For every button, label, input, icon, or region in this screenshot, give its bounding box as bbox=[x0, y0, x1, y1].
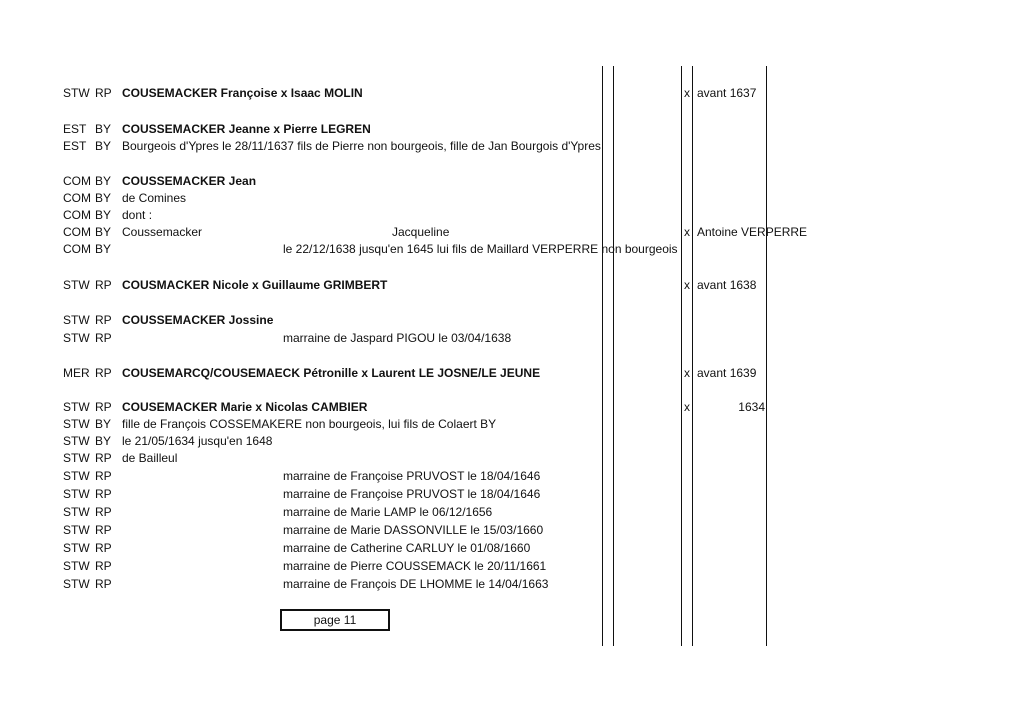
entry-mark: x bbox=[684, 366, 690, 380]
page-number: page 11 bbox=[280, 609, 390, 631]
entry-name: COUSEMACKER Marie x Nicolas CAMBIER bbox=[122, 400, 368, 414]
entry-info: le 21/05/1634 jusqu'en 1648 bbox=[122, 434, 273, 448]
entry-name: COUSSEMACKER Jeanne x Pierre LEGREN bbox=[122, 122, 371, 136]
entry-mark: x bbox=[684, 86, 690, 100]
entry-marriage: Antoine VERPERRE bbox=[697, 225, 808, 239]
entry-src: MER bbox=[63, 366, 90, 380]
entry-marriage: avant 1638 bbox=[697, 278, 757, 292]
entry-src: COM bbox=[63, 208, 91, 222]
entry-src: STW bbox=[63, 86, 90, 100]
entry-src: STW bbox=[63, 278, 90, 292]
entry-date: marraine de Marie DASSONVILLE le 15/03/1660 bbox=[283, 523, 544, 537]
entry-row bbox=[0, 576, 1024, 593]
entry-row bbox=[0, 468, 1024, 485]
entry-src: COM bbox=[63, 191, 91, 205]
entry-name: COUSSEMACKER Jean bbox=[122, 174, 257, 188]
entry-loc: RP bbox=[95, 505, 112, 519]
entry-row bbox=[0, 399, 1024, 416]
entry-row bbox=[0, 207, 1024, 224]
entry-date: marraine de Marie LAMP le 06/12/1656 bbox=[283, 505, 493, 519]
entry-row bbox=[0, 241, 1024, 258]
entry-loc: RP bbox=[95, 331, 112, 345]
entry-loc: RP bbox=[95, 577, 112, 591]
entry-loc: RP bbox=[95, 400, 112, 414]
entry-loc: RP bbox=[95, 86, 112, 100]
entry-info: Bourgeois d'Ypres le 28/11/1637 fils de Pierre non bourgeois, fille de Jan Bourgois d'Ypres bbox=[122, 139, 601, 153]
entry-info: de Comines bbox=[122, 191, 187, 205]
entry-loc: BY bbox=[95, 122, 112, 136]
entry-loc: RP bbox=[95, 278, 112, 292]
entry-row bbox=[0, 486, 1024, 503]
entry-date: marraine de Françoise PRUVOST le 18/04/1646 bbox=[283, 469, 541, 483]
entry-src: COM bbox=[63, 242, 91, 256]
entry-src: STW bbox=[63, 331, 90, 345]
entry-src: STW bbox=[63, 313, 90, 327]
entry-date: marraine de Catherine CARLUY le 01/08/1660 bbox=[283, 541, 531, 555]
entry-src: COM bbox=[63, 225, 91, 239]
entry-info: fille de François COSSEMAKERE non bourgeois, lui fils de Colaert BY bbox=[122, 417, 497, 431]
entry-marriage-year: 1634 bbox=[738, 400, 765, 414]
entry-src: STW bbox=[63, 487, 90, 501]
entry-date: marraine de Françoise PRUVOST le 18/04/1646 bbox=[283, 487, 541, 501]
entry-src: EST bbox=[63, 139, 87, 153]
entry-name: COUSSEMACKER Jossine bbox=[122, 313, 274, 327]
entry-row bbox=[0, 558, 1024, 575]
entry-loc: RP bbox=[95, 541, 112, 555]
entry-row bbox=[0, 504, 1024, 521]
entry-info: de Bailleul bbox=[122, 451, 178, 465]
entry-first: Jacqueline bbox=[392, 225, 450, 239]
entry-loc: BY bbox=[95, 191, 112, 205]
entry-row bbox=[0, 433, 1024, 450]
entry-src: EST bbox=[63, 122, 87, 136]
entry-mark: x bbox=[684, 278, 690, 292]
entry-row bbox=[0, 312, 1024, 329]
entry-row bbox=[0, 85, 1024, 102]
entry-name: COUSMACKER Nicole x Guillaume GRIMBERT bbox=[122, 278, 388, 292]
entry-src: STW bbox=[63, 434, 90, 448]
entry-name: COUSEMACKER Françoise x Isaac MOLIN bbox=[122, 86, 363, 100]
entry-src: STW bbox=[63, 451, 90, 465]
entry-src: STW bbox=[63, 505, 90, 519]
entry-loc: BY bbox=[95, 208, 112, 222]
entry-loc: BY bbox=[95, 242, 112, 256]
entry-src: STW bbox=[63, 541, 90, 555]
entry-date: marraine de Jaspard PIGOU le 03/04/1638 bbox=[283, 331, 512, 345]
entry-row bbox=[0, 138, 1024, 155]
entry-marriage: avant 1639 bbox=[697, 366, 757, 380]
entry-date: marraine de François DE LHOMME le 14/04/1663 bbox=[283, 577, 549, 591]
entry-loc: RP bbox=[95, 559, 112, 573]
entry-marriage: avant 1637 bbox=[697, 86, 757, 100]
entry-info: Coussemacker bbox=[122, 225, 203, 239]
entry-src: STW bbox=[63, 523, 90, 537]
entry-mark: x bbox=[684, 225, 690, 239]
entry-info: dont : bbox=[122, 208, 153, 222]
entry-loc: BY bbox=[95, 139, 112, 153]
entry-row bbox=[0, 365, 1024, 382]
entry-loc: BY bbox=[95, 225, 112, 239]
entry-loc: RP bbox=[95, 487, 112, 501]
entry-date: le 22/12/1638 jusqu'en 1645 lui fils de Maillard VERPERRE non bourgeois bbox=[283, 242, 678, 256]
entry-loc: BY bbox=[95, 174, 112, 188]
entry-loc: RP bbox=[95, 366, 112, 380]
entry-src: STW bbox=[63, 400, 90, 414]
entry-loc: RP bbox=[95, 313, 112, 327]
entry-loc: RP bbox=[95, 523, 112, 537]
entry-row bbox=[0, 540, 1024, 557]
entry-src: COM bbox=[63, 174, 91, 188]
entry-src: STW bbox=[63, 577, 90, 591]
entry-row bbox=[0, 330, 1024, 347]
entry-date: marraine de Pierre COUSSEMACK le 20/11/1661 bbox=[283, 559, 547, 573]
entry-row bbox=[0, 522, 1024, 539]
entry-src: STW bbox=[63, 417, 90, 431]
entry-src: STW bbox=[63, 559, 90, 573]
entry-name: COUSEMARCQ/COUSEMAECK Pétronille x Laurent LE JOSNE/LE JEUNE bbox=[122, 366, 541, 380]
entry-loc: BY bbox=[95, 434, 112, 448]
entry-loc: RP bbox=[95, 469, 112, 483]
entry-loc: RP bbox=[95, 451, 112, 465]
entry-row bbox=[0, 121, 1024, 138]
entry-row bbox=[0, 224, 1024, 241]
entry-row bbox=[0, 450, 1024, 467]
entry-row bbox=[0, 416, 1024, 433]
entry-row bbox=[0, 173, 1024, 190]
entry-row bbox=[0, 277, 1024, 294]
entry-loc: BY bbox=[95, 417, 112, 431]
entry-mark: x bbox=[684, 400, 690, 414]
entry-row bbox=[0, 190, 1024, 207]
entry-src: STW bbox=[63, 469, 90, 483]
